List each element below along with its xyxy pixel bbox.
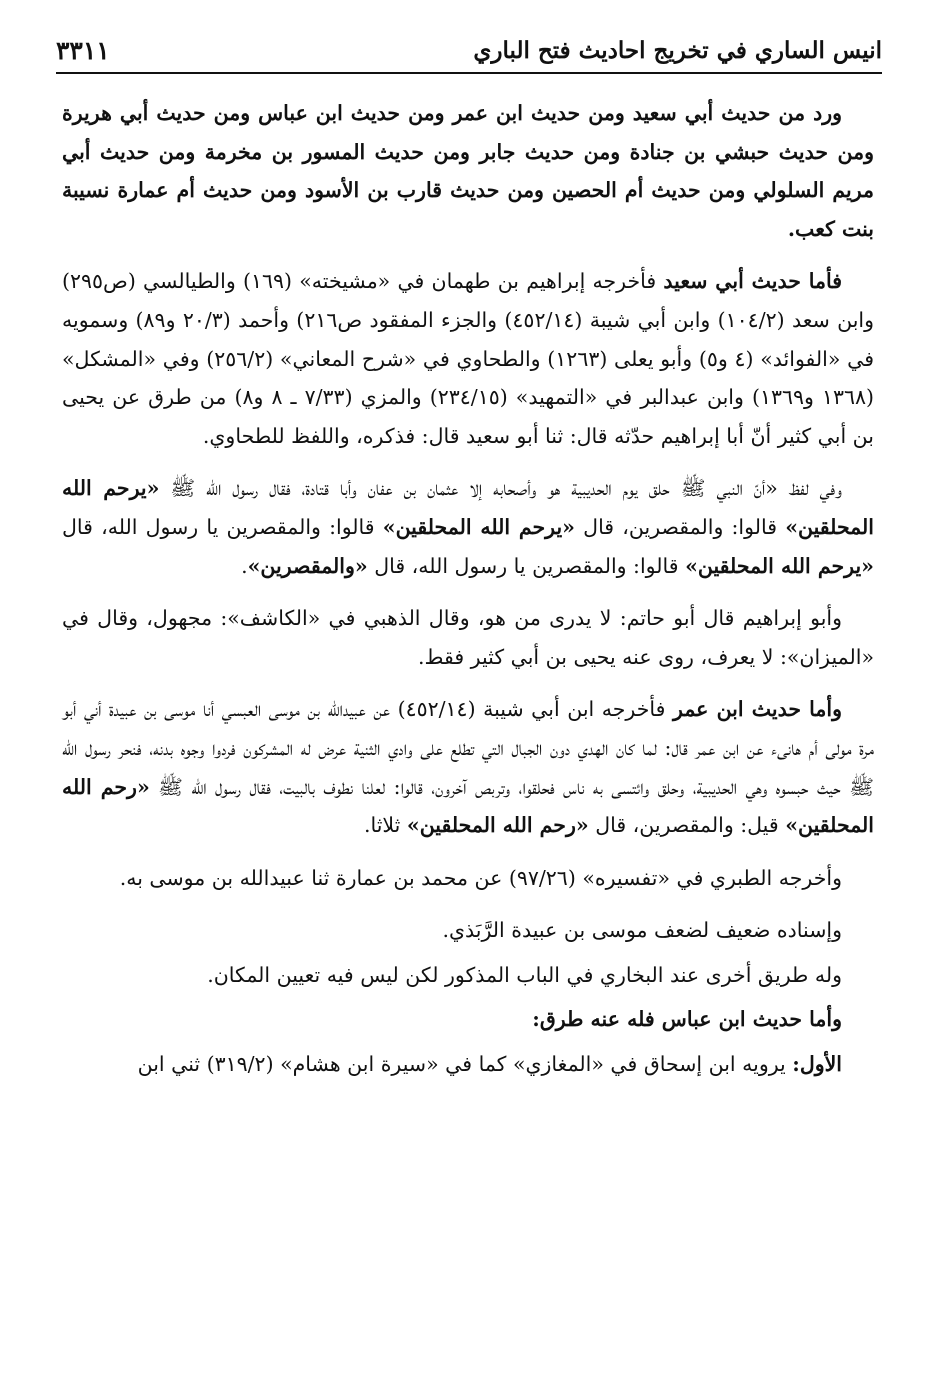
section-lead-ibn-umar: وأما حديث ابن عمر: [673, 697, 842, 722]
paragraph-text: ثلاثا.: [363, 813, 407, 838]
hadith-quote: «يرحم الله المحلقين»: [62, 476, 874, 539]
paragraph-tabari: وأخرجه الطبري في «تفسيره» (٩٧/٢٦) عن محمد بن عمارة ثنا عبيدالله بن موسى به.: [119, 865, 842, 890]
paragraph-other-wording: [62, 469, 874, 585]
hadith-quote: «يرحم الله المحلقين»: [685, 553, 874, 578]
paragraph-text: .: [241, 553, 248, 578]
paragraph-text: قالوا: والمقصرين يا رسول الله، قال: [62, 514, 383, 539]
paragraph-bukhari: وله طريق أخرى عند البخاري في الباب المذكور لكن ليس فيه تعيين المكان.: [207, 962, 842, 987]
header-title: انيس الساري في تخريج احاديث فتح الباري: [473, 37, 882, 64]
paragraph-text: فأخرجه ابن أبي شيبة (٤٥٢/١٤) عن عبيدالله بن موسى العبسي أنا موسى بن عبيدة أني أبو مرة مولى أم هانىء عن ابن عمر قال: لما كان الهدي دون الجبال التي تطلع على وادي الثنية عرض له المشركون فردوا وجوه بدنه، فنحر رسول الله ﷺ حيث حبسوه وهي الحديبية، وحلق وائتسى به ناس فحلقوا، وتربص آخرون، قالوا: لعلنا نطوف بالبيت، فقال رسول الله ﷺ: [62, 697, 874, 799]
page-number: ٣٣١١: [56, 36, 110, 65]
hadith-quote: «والمقصرين»: [247, 553, 368, 578]
section-lead-first: الأول:: [792, 1052, 842, 1077]
hadith-quote: «رحم الله المحلقين»: [62, 774, 874, 838]
paragraph-first-route: [62, 1045, 874, 1084]
hadith-quote: «رحم الله المحلقين»: [406, 813, 589, 838]
section-lead-abu-said: فأما حديث أبي سعيد: [663, 269, 842, 294]
paragraph-abu-ibrahim: وأبو إبراهيم قال أبو حاتم: لا يدرى من هو، وقال الذهبي في «الكاشف»: مجهول، وقال في «الميزان»: لا يعرف، روى عنه يحيى بن أبي كثير فقط.: [62, 606, 874, 669]
paragraph-intro: ورد من حديث أبي سعيد ومن حديث ابن عمر ومن حديث ابن عباس ومن حديث أبي هريرة ومن حديث حبشي بن جنادة ومن حديث جابر ومن حديث المسور بن مخرمة ومن حديث أبي مريم السلولي ومن حديث أم الحصين ومن حديث قارب بن الأسود ومن حديث أم عمارة نسيبة بنت كعب.: [62, 101, 874, 241]
paragraph-abu-said: [62, 262, 874, 455]
paragraph-ibn-umar: [62, 690, 874, 844]
hadith-quote: «يرحم الله المحلقين»: [382, 514, 575, 539]
paragraph-text: فأخرجه إبراهيم بن طهمان في «مشيخته» (١٦٩) والطيالسي (ص٢٩٥) وابن سعد (١٠٤/٢) وابن أبي شيبة (٤٥٢/١٤) والجزء المفقود ص٢١٦) وأحمد (٢٠/٣ و٨٩) وسمويه في «الفوائد» (٤ و٥) وأبو يعلى (١٢٦٣) والطحاوي في «شرح المعاني» (٢٥٦/٢) وفي «المشكل» (١٣٦٨ و١٣٦٩) وابن عبدالبر في «التمهيد» (٢٣٤/١٥) والمزي (٧/٣٣ ـ ٨ و٨) من طرق عن يحيى بن أبي كثير أنّ أبا إبراهيم حدّثه قال: ثنا أبو سعيد قال: فذكره، واللفظ للطحاوي.: [62, 269, 875, 448]
paragraph-text: وفي لفظ «أنّ النبي ﷺ حلق يوم الحديبية هو وأصحابه إلا عثمان بن عفان وأبا قتادة، فقال رسول الله ﷺ: [159, 476, 842, 501]
paragraph-text: قيل: والمقصرين، قال: [588, 813, 786, 838]
page-body: [62, 94, 874, 1084]
paragraph-text: قالوا: والمقصرين يا رسول الله، قال: [367, 553, 686, 578]
paragraph-isnad: وإسناده ضعيف لضعف موسى بن عبيدة الرَّبَذي.: [442, 918, 842, 943]
paragraph-text: يرويه ابن إسحاق في «المغازي» كما في «سيرة ابن هشام» (٣١٩/٢) ثني ابن: [137, 1052, 793, 1077]
running-header: [56, 34, 882, 74]
section-heading-ibn-abbas: وأما حديث ابن عباس فله عنه طرق:: [532, 1007, 842, 1032]
paragraph-text: قالوا: والمقصرين، قال: [575, 514, 786, 539]
